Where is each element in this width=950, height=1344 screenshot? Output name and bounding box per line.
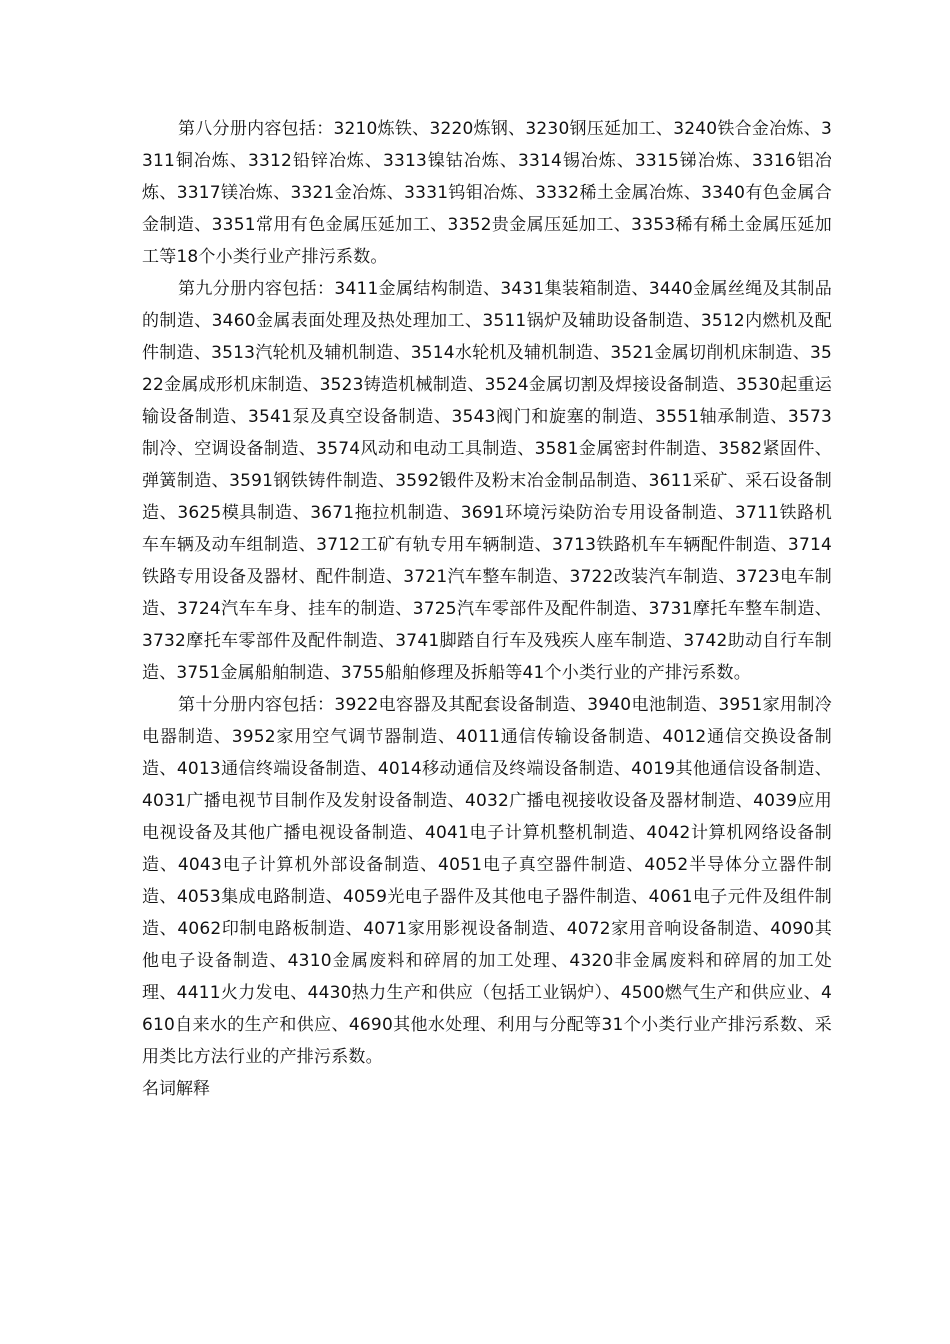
paragraph-volume-9: 第九分册内容包括：3411金属结构制造、3431集装箱制造、3440金属丝绳及其制品的制造、3460金属表面处理及热处理加工、3511锅炉及辅助设备制造、3512内燃机及配件制造、3513汽轮机及辅机制造、3514水轮机及辅机制造、3521金属切削机床制造、3522金属成形机床制造、3523铸造机械制造、3524金属切割及焊接设备制造、3530起重运输设备制造、3541泵及真空设备制造、3543阀门和旋塞的制造、3551轴承制造、3573制冷、空调设备制造、3574风动和电动工具制造、3581金属密封件制造、3582紧固件、弹簧制造、3591钢铁铸件制造、3592锻件及粉末冶金制品制造、3611采矿、采石设备制造、3625模具制造、3671拖拉机制造、3691环境污染防治专用设备制造、3711铁路机车车辆及动车组制造、3712工矿有轨专用车辆制造、3713铁路机车车辆配件制造、3714铁路专用设备及器材、配件制造、3721汽车整车制造、3722改装汽车制造、3723电车制造、3724汽车车身、挂车的制造、3725汽车零部件及配件制造、3731摩托车整车制造、3732摩托车零部件及配件制造、3741脚踏自行车及残疾人座车制造、3742助动自行车制造、3751金属船舶制造、3755船舶修理及拆船等41个小类行业的产排污系数。 [142, 279, 832, 683]
paragraph-volume-8: 第八分册内容包括：3210炼铁、3220炼钢、3230钢压延加工、3240铁合金冶炼、3311铜冶炼、3312铅锌冶炼、3313镍钴冶炼、3314锡冶炼、3315锑冶炼、3316铝冶炼、3317镁冶炼、3321金冶炼、3331钨钼冶炼、3332稀土金属冶炼、3340有色金属合金制造、3351常用有色金属压延加工、3352贵金属压延加工、3353稀有稀土金属压延加工等18个小类行业产排污系数。 [142, 119, 832, 267]
paragraph-volume-10: 第十分册内容包括：3922电容器及其配套设备制造、3940电池制造、3951家用制冷电器制造、3952家用空气调节器制造、4011通信传输设备制造、4012通信交换设备制造、4013通信终端设备制造、4014移动通信及终端设备制造、4019其他通信设备制造、4031广播电视节目制作及发射设备制造、4032广播电视接收设备及器材制造、4039应用电视设备及其他广播电视设备制造、4041电子计算机整机制造、4042计算机网络设备制造、4043电子计算机外部设备制造、4051电子真空器件制造、4052半导体分立器件制造、4053集成电路制造、4059光电子器件及其他电子器件制造、4061电子元件及组件制造、4062印制电路板制造、4071家用影视设备制造、4072家用音响设备制造、4090其他电子设备制造、4310金属废料和碎屑的加工处理、4320非金属废料和碎屑的加工处理、4411火力发电、4430热力生产和供应（包括工业锅炉）、4500燃气生产和供应业、4610自来水的生产和供应、4690其他水处理、利用与分配等31个小类行业产排污系数、采用类比方法行业的产排污系数。 [142, 695, 832, 1067]
document-body [142, 113, 832, 1105]
section-heading: 名词解释 [142, 1079, 210, 1099]
